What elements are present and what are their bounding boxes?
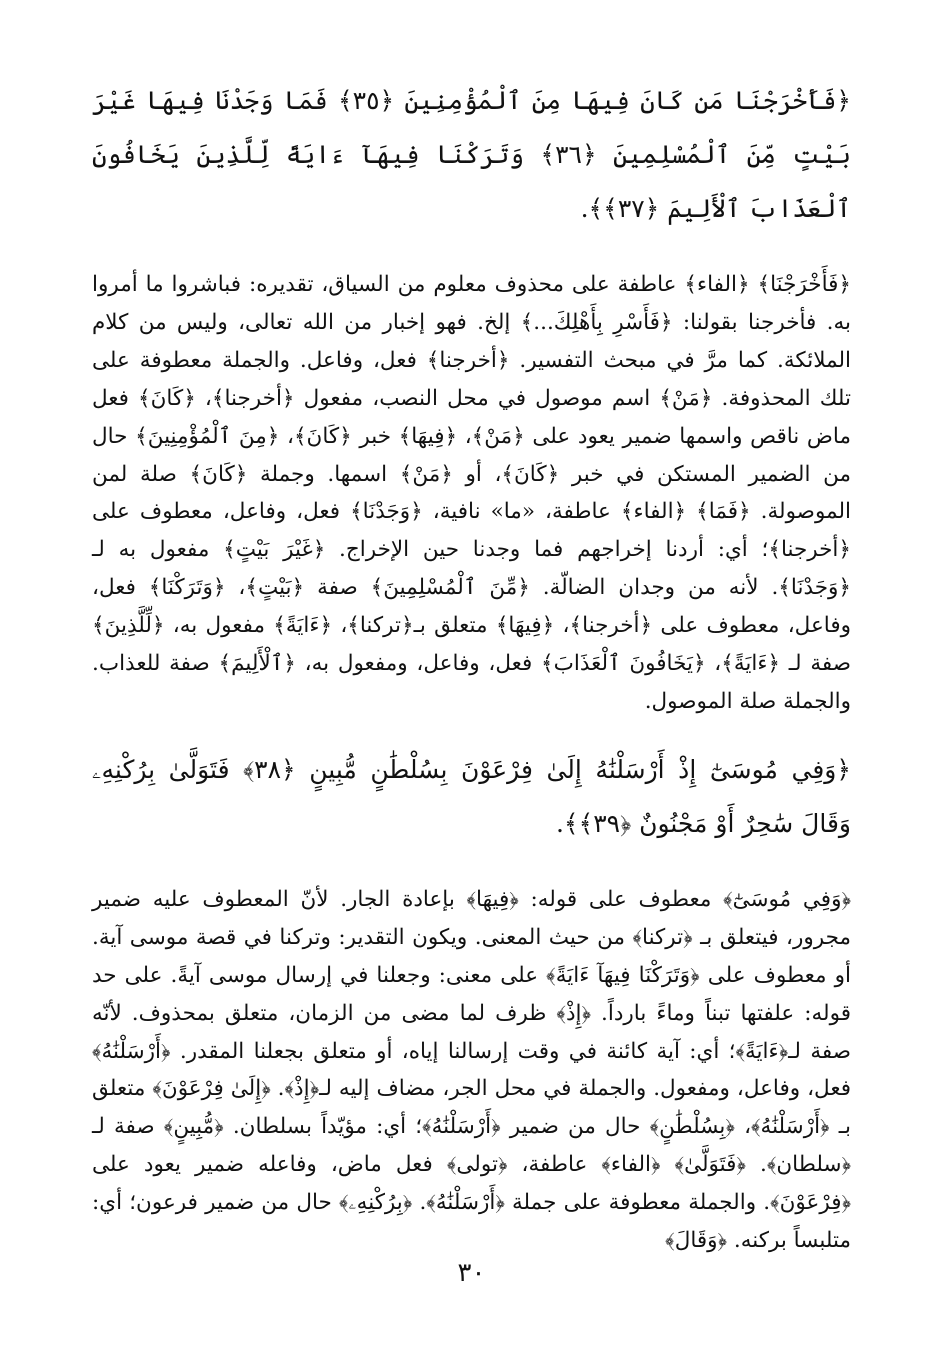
page-number: ٣٠ (457, 1258, 486, 1288)
commentary-paragraph-1: ﴿فَأَخْرَجْنَا﴾ ﴿الفاء﴾ عاطفة على محذوف معلوم من السياق، تقديره: فباشروا ما أمروا به. فأخرجنا بقولنا: ﴿فَأَسْرِ بِأَهْلِكَ...﴾ إلخ. فهو إخبار من الله تعالى، وليس من كلام الملائكة. كما مرَّ في مبحث التفسير. ﴿أخرجنا﴾ فعل، وفاعل. والجملة معطوفة على تلك المحذوفة. ﴿مَنْ﴾ اسم موصول في محل النصب، مفعول ﴿أخرجنا﴾، ﴿كَانَ﴾ فعل ماض ناقص واسمها ضمير يعود على ﴿مَنْ﴾، ﴿فِيهَا﴾ خبر ﴿كَانَ﴾، ﴿مِنَ ٱلْمُؤْمِنِينَ﴾ حال من الضمير المستكن في خبر ﴿كَانَ﴾، أو ﴿مَنْ﴾ اسمها. وجملة ﴿كَانَ﴾ صلة لمن الموصولة. ﴿فَمَا﴾ ﴿الفاء﴾ عاطفة، «ما» نافية، ﴿وَجَدْنَا﴾ فعل، وفاعل، معطوف على ﴿أخرجنا﴾؛ أي: أردنا إخراجهم فما وجدنا حين الإخراج. ﴿غَيْرَ بَيْتٍ﴾ مفعول به لـ ﴿وَجَدْنَا﴾. لأنه من وجدان الضالّة. ﴿مِّنَ ٱلْمُسْلِمِينَ﴾ صفة ﴿بَيْتٍ﴾، ﴿وَتَرَكْنَا﴾ فعل، وفاعل، معطوف على ﴿أخرجنا﴾، ﴿فِيهَا﴾ متعلق بـ﴿تركنا﴾، ﴿ءَايَةً﴾ مفعول به، ﴿لِّلَّذِينَ﴾ صفة لـ ﴿ءَايَةً﴾، ﴿يَخَافُونَ ٱلْعَذَابَ﴾ فعل، وفاعل، ومفعول به، ﴿ٱلْأَلِيمَ﴾ صفة للعذاب. والجملة صلة الموصول. (92, 272, 851, 714)
quran-verse-block-2: ﴿وَفِي مُوسَىٰٓ إِذْ أَرْسَلْنَٰهُ إِلَىٰ فِرْعَوْنَ بِسُلْطَٰنٍ مُّبِينٍ ﴿٣٨﴾ فَتَوَلَّىٰ بِرُكْنِهِۦ وَقَالَ سَٰحِرٌ أَوْ مَجْنُونٌ ﴿٣٩﴾﴾. (92, 754, 851, 838)
quran-verse-block-1: ﴿فَأَخْرَجْنَا مَن كَانَ فِيهَا مِنَ ٱلْمُؤْمِنِينَ ﴿٣٥﴾ فَمَا وَجَدْنَا فِيهَا غَيْرَ بَيْتٍ مِّنَ ٱلْمُسْلِمِينَ ﴿٣٦﴾ وَتَرَكْنَا فِيهَآ ءَايَةً لِّلَّذِينَ يَخَافُونَ ٱلْعَذَابَ ٱلْأَلِيمَ ﴿٣٧﴾﴾. (92, 86, 852, 223)
commentary-paragraph-2: ﴿وَفِي مُوسَىٰٓ﴾ معطوف على قوله: ﴿فِيهَا﴾ بإعادة الجار. لأنّ المعطوف عليه ضمير مجرور، فيتعلق بـ ﴿تركنا﴾ من حيث المعنى. ويكون التقدير: وتركنا في قصة موسى آية. أو معطوف على ﴿وَتَرَكْنَا فِيهَآ ءَايَةً﴾ على معنى: وجعلنا في إرسال موسى آيةً. على حد قوله: علفتها تبناً وماءً بارداً. ﴿إِذْ﴾ ظرف لما مضى من الزمان، متعلق بمحذوف. لأنّه صفة لـ﴿ءَايَةً﴾؛ أي: آية كائنة في وقت إرسالنا إياه، أو متعلق بجعلنا المقدر. ﴿أَرْسَلْنَٰهُ﴾ فعل، وفاعل، ومفعول. والجملة في محل الجر، مضاف إليه لـ﴿إِذْ﴾. ﴿إِلَىٰ فِرْعَوْنَ﴾ متعلق بـ ﴿أَرْسَلْنَٰهُ﴾، ﴿بِسُلْطَٰنٍ﴾ حال من ضمير ﴿أَرْسَلْنَٰهُ﴾؛ أي: مؤيّداً بسلطان. ﴿مُّبِينٍ﴾ صفة لـ ﴿سلطان﴾. ﴿فَتَوَلَّىٰ﴾ ﴿الفاء﴾ عاطفة، ﴿تولى﴾ فعل ماض، وفاعله ضمير يعود على ﴿فِرْعَوْنَ﴾. والجملة معطوفة على جملة ﴿أَرْسَلْنَٰهُ﴾. ﴿بِرُكْنِهِۦ﴾ حال من ضمير فرعون؛ أي: متلبساً بركنه. ﴿وَقَالَ﴾ (92, 886, 851, 1254)
